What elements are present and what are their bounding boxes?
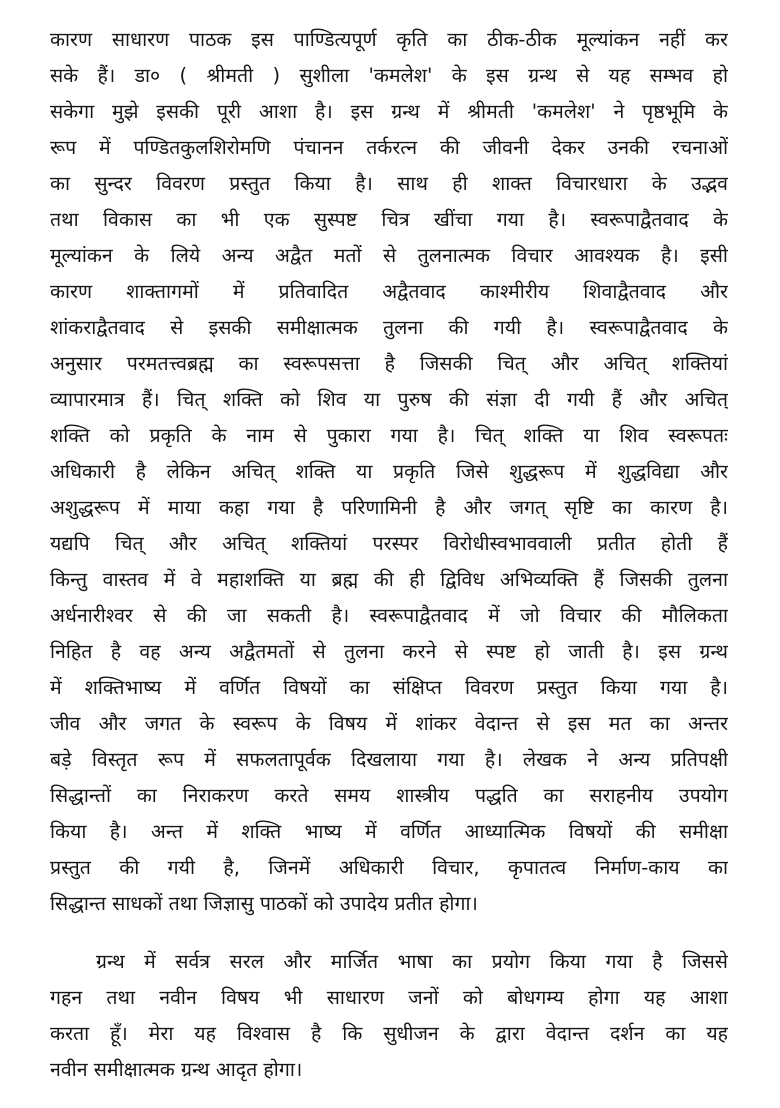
paragraph-2 [50, 944, 728, 1088]
text-line: मूल्यांकन के लिये अन्य अद्वैत मतों से तुलनात्मक विचार आवश्यक है। इसी [50, 244, 728, 267]
text-line: करता हूँ। मेरा यह विश्वास है कि सुधीजन के द्वारा वेदान्त दर्शन का यह [50, 1022, 728, 1045]
text-line: जीव और जगत के स्वरूप के विषय में शांकर वेदान्त से इस मत का अन्तर [50, 712, 728, 735]
text-line: बड़े विस्तृत रूप में सफलतापूर्वक दिखलाया गया है। लेखक ने अन्य प्रतिपक्षी [50, 748, 728, 771]
text-line: का सुन्दर विवरण प्रस्तुत किया है। साथ ही शाक्त विचारधारा के उद्भव [50, 172, 728, 195]
text-line: शांकराद्वैतवाद से इसकी समीक्षात्मक तुलना की गयी है। स्वरूपाद्वैतवाद के [50, 316, 728, 339]
text-line: सिद्धान्तों का निराकरण करते समय शास्त्रीय पद्धति का सराहनीय उपयोग [50, 784, 728, 807]
document-page [50, 22, 728, 1088]
paragraph-1 [50, 22, 728, 922]
text-line: अर्धनारीश्वर से की जा सकती है। स्वरूपाद्वैतवाद में जो विचार की मौलिकता [50, 604, 728, 627]
text-line: तथा विकास का भी एक सुस्पष्ट चित्र खींचा गया है। स्वरूपाद्वैतवाद के [50, 208, 728, 231]
text-line: गहन तथा नवीन विषय भी साधारण जनों को बोधगम्य होगा यह आशा [50, 986, 728, 1009]
text-line: शक्ति को प्रकृति के नाम से पुकारा गया है। चित् शक्ति या शिव स्वरूपतः [50, 424, 728, 447]
text-line: अधिकारी है लेकिन अचित् शक्ति या प्रकृति जिसे शुद्धरूप में शुद्धविद्या और [50, 460, 728, 483]
text-line: ग्रन्थ में सर्वत्र सरल और मार्जित भाषा का प्रयोग किया गया है जिससे [96, 950, 728, 973]
text-line: अनुसार परमतत्त्वब्रह्म का स्वरूपसत्ता है जिसकी चित् और अचित् शक्तियां [50, 352, 728, 375]
text-line: रूप में पण्डितकुलशिरोमणि पंचानन तर्करत्न की जीवनी देकर उनकी रचनाओं [50, 136, 728, 159]
text-line: यद्यपि चित् और अचित् शक्तियां परस्पर विरोधीस्वभाववाली प्रतीत होती हैं [50, 532, 728, 555]
text-line: सके हैं। डा० ( श्रीमती ) सुशीला 'कमलेश' के इस ग्रन्थ से यह सम्भव हो [50, 64, 728, 87]
text-line: कारण साधारण पाठक इस पाण्डित्यपूर्ण कृति का ठीक-ठीक मूल्यांकन नहीं कर [50, 28, 728, 51]
text-line: प्रस्तुत की गयी है, जिनमें अधिकारी विचार, कृपातत्व निर्माण-काय का [50, 856, 728, 879]
text-line: किन्तु वास्तव में वे महाशक्ति या ब्रह्म की ही द्विविध अभिव्यक्ति हैं जिसकी तुलना [50, 568, 728, 591]
text-line: सिद्धान्त साधकों तथा जिज्ञासु पाठकों को उपादेय प्रतीत होगा। [50, 892, 478, 915]
text-line: अशुद्धरूप में माया कहा गया है परिणामिनी है और जगत् सृष्टि का कारण है। [50, 496, 728, 519]
text-line: नवीन समीक्षात्मक ग्रन्थ आदृत होगा। [50, 1058, 303, 1081]
text-line: सकेगा मुझे इसकी पूरी आशा है। इस ग्रन्थ में श्रीमती 'कमलेश' ने पृष्ठभूमि के [50, 100, 728, 123]
text-line: कारण शाक्तागमों में प्रतिवादित अद्वैतवाद काश्मीरीय शिवाद्वैतवाद और [50, 280, 728, 303]
text-line: व्यापारमात्र हैं। चित् शक्ति को शिव या पुरुष की संज्ञा दी गयी हैं और अचित् [50, 388, 728, 411]
text-line: निहित है वह अन्य अद्वैतमतों से तुलना करने से स्पष्ट हो जाती है। इस ग्रन्थ [50, 640, 728, 663]
text-line: किया है। अन्त में शक्ति भाष्य में वर्णित आध्यात्मिक विषयों की समीक्षा [50, 820, 728, 843]
text-line: में शक्तिभाष्य में वर्णित विषयों का संक्षिप्त विवरण प्रस्तुत किया गया है। [50, 676, 728, 699]
